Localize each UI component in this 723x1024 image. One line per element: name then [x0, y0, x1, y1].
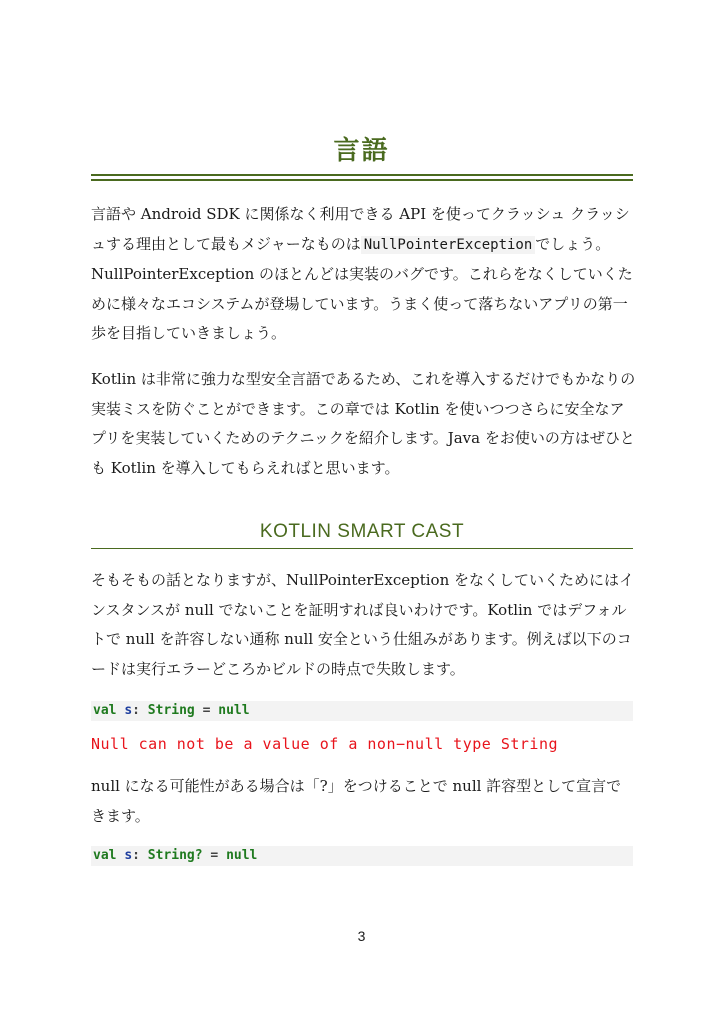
intro-paragraph-1-text-after: でしょう。NullPointerException のほとんどは実装のバグです。これらをなくしていくために様々なエコシステムが登場しています。うまく使って落ちないアプリの第一歩を目指していきましょう。: [91, 234, 633, 342]
code-keyword: val: [93, 703, 117, 718]
section-title-rule: [91, 548, 633, 549]
code-type: String: [147, 703, 195, 718]
code-value: null: [218, 703, 250, 718]
page-number: 3: [357, 928, 366, 944]
code-equals: =: [210, 848, 219, 863]
intro-paragraph-2: Kotlin は非常に強力な型安全言語であるため、これを導入するだけでもかなりの実装ミスを防ぐことができます。この章では Kotlin を使いつつさらに安全なアプリを実装していくためのテクニックを紹介します。Java をお使いの方はぜひとも Kotlin を導入してもらえればと思います。: [91, 370, 636, 477]
code-block-nullable: [91, 846, 633, 866]
code-keyword: val: [93, 848, 117, 863]
code-colon: :: [132, 703, 140, 718]
code-value: null: [226, 848, 258, 863]
code-block-non-null: [91, 701, 633, 721]
chapter-title-rule: [91, 174, 633, 181]
code-variable: s: [124, 848, 133, 863]
inline-code-null-pointer-exception: NullPointerException: [361, 236, 536, 254]
code-colon: :: [132, 848, 140, 863]
code-equals: =: [202, 703, 211, 718]
intro-paragraph-1: [91, 200, 636, 349]
chapter-title: 言語: [333, 136, 390, 166]
code-variable: s: [124, 703, 133, 718]
compiler-error-message: Null can not be a value of a non−null type String: [91, 735, 559, 753]
section-paragraph-1: そもそもの話となりますが、NullPointerException をなくしていくためにはインスタンスが null でないことを証明すれば良いわけです。Kotlin ではデフォルトで null を許容しない通称 null 安全という仕組みがあります。例えば以下のコードは実行エラーどころかビルドの時点で失敗します。: [91, 571, 635, 678]
code-type: String?: [147, 848, 203, 863]
intro-paragraph-1-text-before: 言語や Android SDK に関係なく利用できる API を使ってクラッシュ クラッシュする理由として最もメジャーなものは: [91, 205, 630, 253]
section-paragraph-2: null になる可能性がある場合は「?」をつけることで null 許容型として宣言できます。: [91, 777, 622, 825]
section-title: KOTLIN SMART CAST: [259, 521, 465, 542]
